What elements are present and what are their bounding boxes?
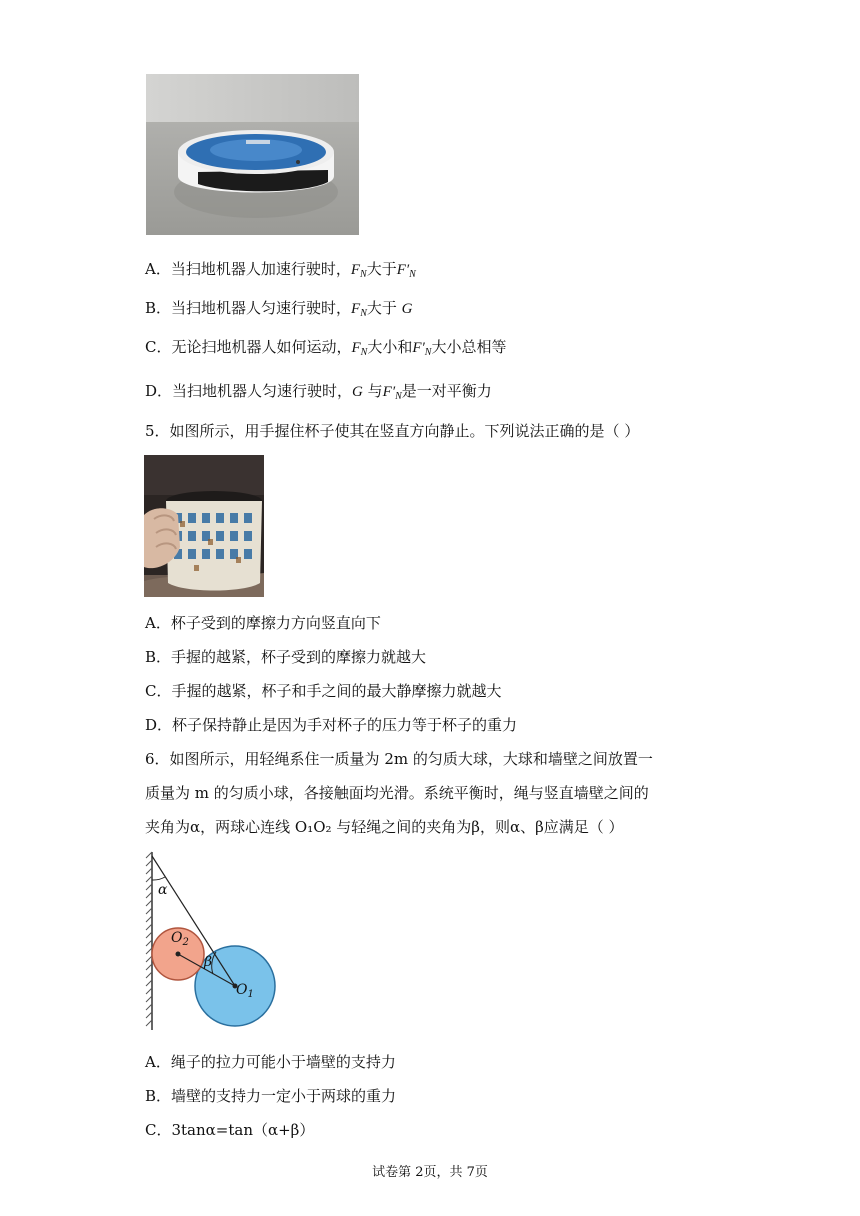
q6-option-b: B．墙壁的支持力一定小于两球的重力 bbox=[145, 1087, 397, 1105]
q4-option-b bbox=[145, 298, 413, 324]
page-footer: 试卷第 2页，共 7页 bbox=[372, 1165, 488, 1180]
q4-option-b-mid: 大于 bbox=[366, 299, 397, 317]
q4-option-a-mid: 大于 bbox=[366, 260, 397, 278]
q5-option-c: C．手握的越紧，杯子和手之间的最大静摩擦力就越大 bbox=[145, 682, 502, 700]
q4-option-b-suffix: G bbox=[401, 301, 413, 317]
f-n-symbol: $F_N$ bbox=[351, 340, 368, 358]
q5-option-d: D．杯子保持静止是因为手对杯子的压力等于杯子的重力 bbox=[145, 716, 518, 734]
f-n-prime-symbol: $F'_N$ bbox=[396, 262, 416, 280]
f-n-prime-symbol: $F'_N$ bbox=[382, 384, 402, 402]
robot-vacuum-photo bbox=[146, 74, 359, 235]
q6-option-c: C．3tanα=tan（α+β） bbox=[145, 1121, 315, 1139]
q6-stem-line-1: 6．如图所示，用轻绳系住一质量为 2m 的匀质大球，大球和墙壁之间放置一 bbox=[145, 750, 653, 768]
hand-holding-cup-photo bbox=[144, 455, 264, 597]
g-symbol: G bbox=[352, 384, 363, 400]
q4-option-d-suffix: 是一对平衡力 bbox=[401, 382, 492, 400]
f-n-prime-symbol: $F'_N$ bbox=[412, 340, 432, 358]
q4-option-c bbox=[145, 337, 506, 363]
o2-label: $O_2$ bbox=[171, 930, 189, 948]
q4-option-c-mid: 大小和 bbox=[367, 338, 413, 356]
o1-label: $O_1$ bbox=[236, 982, 254, 1000]
q4-option-a-prefix: A．当扫地机器人加速行驶时， bbox=[145, 260, 351, 278]
alpha-label: α bbox=[158, 882, 168, 898]
q6-stem-line-3: 夹角为α，两球心连线 O₁O₂ 与轻绳之间的夹角为β，则α、β应满足（ ） bbox=[145, 818, 624, 836]
q4-option-c-prefix: C．无论扫地机器人如何运动， bbox=[145, 338, 352, 356]
q4-option-d-prefix: D．当扫地机器人匀速行驶时， bbox=[145, 382, 353, 400]
q5-option-b: B．手握的越紧，杯子受到的摩擦力就越大 bbox=[145, 648, 427, 666]
q4-option-d-mid: 与 bbox=[367, 382, 383, 400]
q4-option-d bbox=[145, 381, 492, 407]
q4-option-a bbox=[145, 259, 416, 285]
q4-option-c-suffix: 大小总相等 bbox=[431, 338, 507, 356]
q4-option-b-prefix: B．当扫地机器人匀速行驶时， bbox=[145, 299, 352, 317]
q6-stem-line-2: 质量为 m 的匀质小球，各接触面均光滑。系统平衡时，绳与竖直墙壁之间的 bbox=[145, 784, 649, 802]
q5-stem: 5．如图所示，用手握住杯子使其在竖直方向静止。下列说法正确的是（ ） bbox=[145, 422, 640, 440]
q5-option-a: A．杯子受到的摩擦力方向竖直向下 bbox=[145, 614, 381, 632]
f-n-symbol: $F_N$ bbox=[350, 262, 367, 280]
beta-label: β bbox=[204, 954, 213, 970]
q6-option-a: A．绳子的拉力可能小于墙壁的支持力 bbox=[145, 1053, 396, 1071]
balls-wall-diagram bbox=[140, 850, 280, 1032]
f-n-symbol: $F_N$ bbox=[351, 301, 367, 319]
